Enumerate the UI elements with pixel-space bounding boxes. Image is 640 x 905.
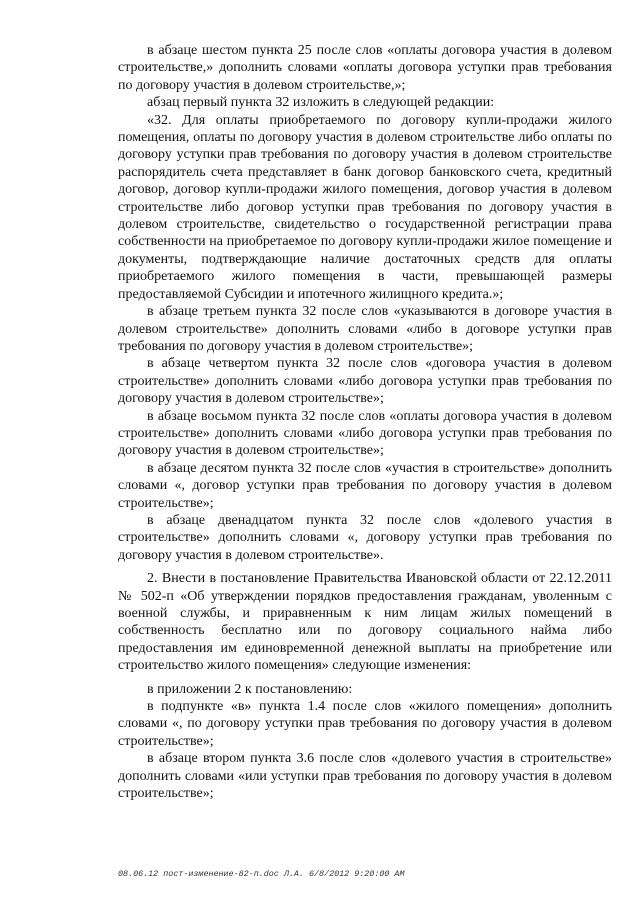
- paragraph: в абзаце втором пункта 3.6 после слов «долевого участия в строительстве» дополнить словами «или уступки прав требования по договору участия в долевом строительстве»;: [118, 751, 612, 802]
- paragraph: абзац первый пункта 32 изложить в следующей редакции:: [147, 95, 495, 111]
- paragraph: 2. Внести в постановление Правительства Ивановской области от 22.12.2011 № 502-п «Об утверждении порядков предоставления гражданам, уволенным с военной службы, и приравненным к ним лицам жилых помещений в собственность бесплатно или по договору социального найма либо предоставления им единовременной денежной выплаты на приобретение или строительство жилого помещения» следующие изменения:: [118, 571, 612, 674]
- paragraph: в абзаце двенадцатом пункта 32 после слов «долевого участия в строительстве» дополнить словами «, договору уступки прав требования по договору участия в долевом строительстве».: [118, 512, 612, 563]
- paragraph: в приложении 2 к постановлению:: [147, 681, 353, 697]
- paragraph: в абзаце восьмом пункта 32 после слов «оплаты договора участия в долевом строительстве» дополнить словами «либо договора уступки прав требования по договору участия в долевом строительстве»;: [118, 408, 612, 459]
- document-footer: 08.06.12 пост-изменение-82-п.doc Л.А. 6/8/2012 9:20:00 AM: [118, 869, 405, 879]
- paragraph: в абзаце шестом пункта 25 после слов «оплаты договора участия в долевом строительстве,» дополнить словами «оплаты договора уступки прав требования по договору участия в долевом строительстве,»;: [118, 43, 612, 93]
- paragraph: в абзаце десятом пункта 32 после слов «участия в строительстве» дополнить словами «, договор уступки прав требования по договору участия в долевом строительстве»;: [118, 460, 612, 511]
- paragraph: «32. Для оплаты приобретаемого по договору купли-продажи жилого помещения, оплаты по договору участия в долевом строительстве либо оплаты по договору уступки прав требования по договору участия в долевом строительстве распорядитель счета представляет в банк договор банковского счета, кредитный договор, договор купли-продажи жилого помещения, договор участия в долевом строительстве либо договор уступки прав требования по договору участия в долевом строительстве, свидетельство о государственной регистрации права собственности на приобретаемое по договору купли-продажи жилое помещение и документы, подтверждающие наличие достаточных средств для оплаты приобретаемого жилого помещения в части, превышающей размеры предоставляемой Субсидии и ипотечного жилищного кредита.»;: [118, 112, 612, 302]
- document-body: [118, 42, 612, 802]
- paragraph: в подпункте «в» пункта 1.4 после слов «жилого помещения» дополнить словами «, по договору уступки прав требования по договору участия в долевом строительстве»;: [118, 699, 612, 749]
- paragraph: в абзаце четвертом пункта 32 после слов «договора участия в долевом строительстве» дополнить словами «либо договора уступки прав требования по договору участия в долевом строительстве»;: [118, 356, 612, 407]
- paragraph: в абзаце третьем пункта 32 после слов «указываются в договоре участия в долевом строительстве» дополнить словами «либо в договоре уступки прав требования по договору участия в долевом строительстве»;: [118, 304, 612, 354]
